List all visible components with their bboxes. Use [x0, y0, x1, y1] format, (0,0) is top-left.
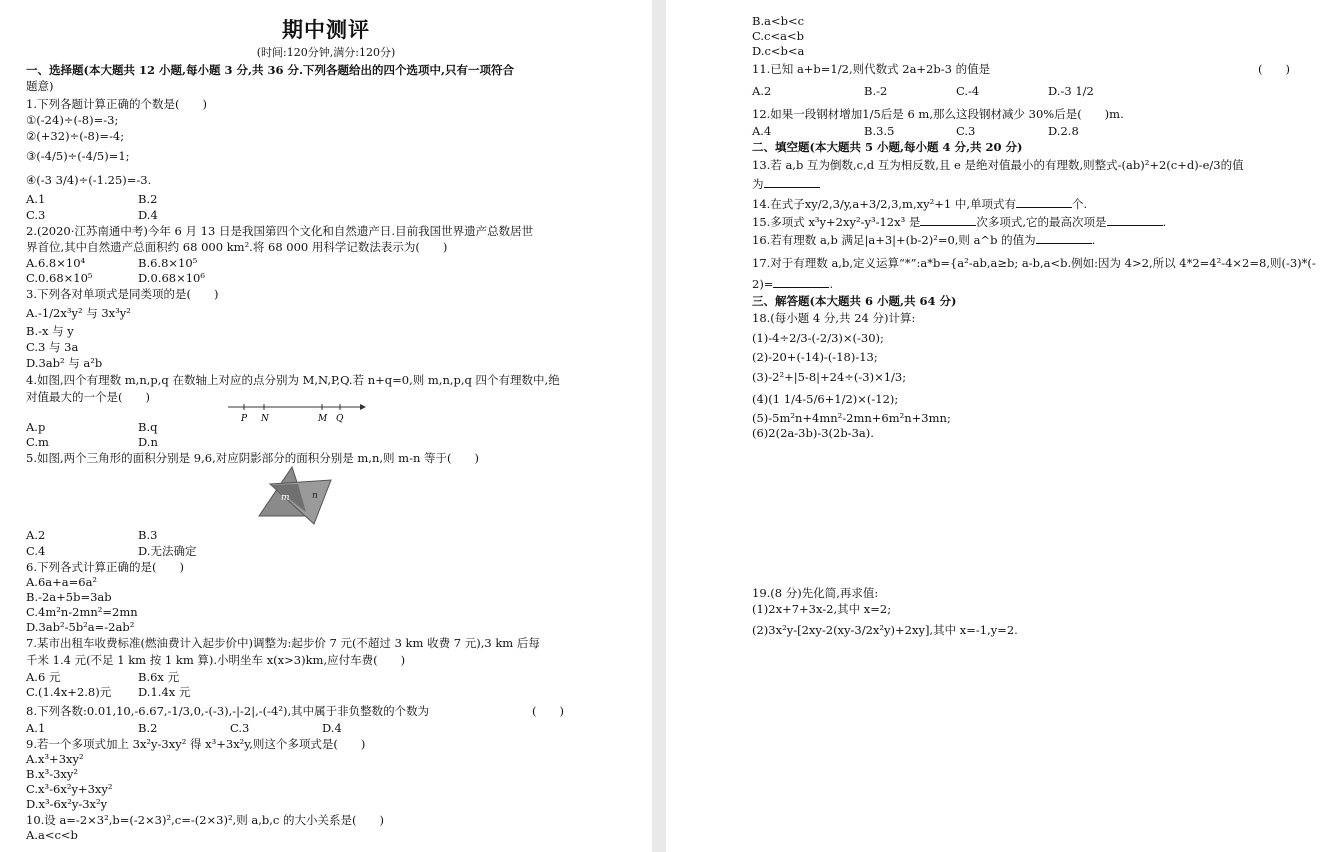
option: C.(1.4x+2.8)元 [26, 685, 112, 699]
text-line: ④(-3 3/4)÷(-1.25)=-3. [26, 173, 152, 187]
section-heading: 三、解答题(本大题共 6 小题,共 64 分) [752, 294, 957, 308]
question-text-tail: 个. [1071, 197, 1088, 211]
fill-prefix: 为 [752, 177, 764, 191]
sub-question: (2)3x²y-[2xy-2(xy-3/2x²y)+2xy],其中 x=-1,y=2. [752, 623, 1018, 637]
option: D.3ab² 与 a²b [26, 356, 103, 370]
answer-blank[interactable] [773, 278, 829, 288]
triangles-figure [256, 464, 336, 526]
sub-question: (5)-5m²n+4mn²-2mn+6m²n+3mn; [752, 411, 951, 425]
text-line: 千米 1.4 元(不足 1 km 按 1 km 算).小明坐车 x(x>3)km,应付车费( ) [26, 653, 406, 667]
option: B.-x 与 y [26, 324, 74, 338]
answer-blank[interactable] [1107, 216, 1163, 226]
option: A.x³+3xy² [26, 752, 84, 766]
text-line: 界首位,其中自然遗产总面积约 68 000 km².将 68 000 用科学记数法表示为( ) [26, 240, 448, 254]
question-stem [752, 197, 1087, 211]
sub-question: (2)-20+(-14)-(-18)-13; [752, 350, 878, 364]
question-stem: 18.(每小题 4 分,共 24 分)计算: [752, 311, 916, 325]
option: C.3 [230, 721, 250, 735]
answer-blank[interactable] [1036, 234, 1092, 244]
text-line: ②(+32)÷(-8)=-4; [26, 129, 125, 143]
option: A.4 [752, 124, 772, 138]
option: D.0.68×10⁶ [138, 271, 205, 285]
option: B.a<b<c [752, 14, 805, 28]
right-page [666, 0, 1330, 852]
option: D.1.4x 元 [138, 685, 191, 699]
option: A.6a+a=6a² [26, 575, 98, 589]
question-text-tail: . [1162, 215, 1167, 229]
option: A.1 [26, 192, 46, 206]
option: B.6.8×10⁵ [138, 256, 198, 270]
option: B.2 [138, 721, 158, 735]
text-line [752, 177, 820, 191]
question-stem: 7.某市出租车收费标准(燃油费计入起步价中)调整为:起步价 7 元(不超过 3 km 收费 7 元),3 km 后每 [26, 636, 540, 650]
area-label-n: n [312, 491, 318, 501]
question-text: 15.多项式 x³y+2xy²-y³-12x³ 是 [752, 215, 921, 229]
option: B.3.5 [864, 124, 895, 138]
option: D.n [138, 435, 158, 449]
option: B.x³-3xy² [26, 767, 78, 781]
option: A.2 [752, 84, 772, 98]
question-stem: 5.如图,两个三角形的面积分别是 9,6,对应阴影部分的面积分别是 m,n,则 m-n 等于( ) [26, 451, 479, 465]
option: B.2 [138, 192, 158, 206]
question-stem: 11.已知 a+b=1/2,则代数式 2a+2b-3 的值是 [752, 62, 991, 76]
question-stem [752, 215, 1166, 229]
answer-blank[interactable] [920, 216, 976, 226]
question-stem: 8.下列各数:0.01,10,-6.67,-1/3,0,-(-3),-|-2|,-(-4²),其中属于非负整数的个数为 [26, 704, 430, 718]
answer-bracket: ( ) [532, 704, 564, 718]
option: C.m [26, 435, 49, 449]
question-stem: 6.下列各式计算正确的是( ) [26, 560, 184, 574]
sub-question: (4)(1 1/4-5/6+1/2)×(-12); [752, 392, 899, 406]
question-text-mid: 次多项式,它的最高次项是 [976, 215, 1107, 229]
question-stem: 19.(8 分)先化简,再求值: [752, 586, 879, 600]
point-label-n: N [261, 414, 269, 424]
option: A.a<c<b [26, 828, 78, 842]
text-line: ①(-24)÷(-8)=-3; [26, 113, 119, 127]
question-stem: 3.下列各对单项式是同类项的是( ) [26, 287, 219, 301]
option: D.-3 1/2 [1048, 84, 1094, 98]
question-text: 2)= [752, 277, 774, 291]
sub-question: (1)-4÷2/3-(-2/3)×(-30); [752, 331, 884, 345]
option: C.3 [956, 124, 976, 138]
question-text: 16.若有理数 a,b 满足|a+3|+(b-2)²=0,则 a^b 的值为 [752, 233, 1036, 247]
question-stem: 4.如图,四个有理数 m,n,p,q 在数轴上对应的点分别为 M,N,P,Q.若 n+q=0,则 m,n,p,q 四个有理数中,绝 [26, 373, 560, 387]
option: C.0.68×10⁵ [26, 271, 93, 285]
question-stem: 17.对于有理数 a,b,定义运算“*”:a*b={a²-ab,a≥b; a-b,a<b.例如:因为 4>2,所以 4*2=4²-4×2=8,则(-3)*(- [752, 256, 1316, 270]
question-stem: 9.若一个多项式加上 3x²y-3xy² 得 x³+3x²y,则这个多项式是( ) [26, 737, 366, 751]
option: A.6 元 [26, 670, 61, 684]
question-stem: 2.(2020·江苏南通中考)今年 6 月 13 日是我国第四个文化和自然遗产日.目前我国世界遗产总数居世 [26, 224, 534, 238]
option: B.6x 元 [138, 670, 180, 684]
question-text: 14.在式子xy/2,3/y,a+3/2,3,m,xy²+1 中,单项式有 [752, 197, 1016, 211]
answer-blank[interactable] [1016, 198, 1072, 208]
sub-question: (1)2x+7+3x-2,其中 x=2; [752, 602, 892, 616]
number-line-figure [226, 404, 366, 426]
text-line: ③(-4/5)÷(-4/5)=1; [26, 149, 130, 163]
option: C.4 [26, 544, 46, 558]
option: C.x³-6x²y+3xy² [26, 782, 113, 796]
option: D.c<b<a [752, 44, 805, 58]
sub-question: (6)2(2a-3b)-3(2b-3a). [752, 426, 874, 440]
option: C.-4 [956, 84, 980, 98]
option: A.-1/2x³y² 与 3x³y² [26, 306, 131, 320]
question-stem [752, 233, 1095, 247]
option: C.3 与 3a [26, 340, 79, 354]
option: C.c<a<b [752, 29, 804, 43]
page-gutter [652, 0, 666, 852]
answer-blank[interactable] [764, 178, 820, 188]
option: D.无法确定 [138, 544, 197, 558]
option: C.3 [26, 208, 46, 222]
option: B.3 [138, 528, 158, 542]
paper-title: 期中测评 [282, 18, 370, 42]
question-text-tail: . [829, 277, 834, 291]
option: A.6.8×10⁴ [26, 256, 86, 270]
option: D.4 [322, 721, 342, 735]
section-heading: 二、填空题(本大题共 5 小题,每小题 4 分,共 20 分) [752, 140, 1023, 154]
text-line: 对值最大的一个是( ) [26, 390, 150, 404]
option: D.2.8 [1048, 124, 1079, 138]
option: B.q [138, 420, 158, 434]
option: A.2 [26, 528, 46, 542]
answer-bracket: ( ) [1258, 62, 1290, 76]
question-stem: 13.若 a,b 互为倒数,c,d 互为相反数,且 e 是绝对值最小的有理数,则整式-(ab)²+2(c+d)-e/3的值 [752, 158, 1244, 172]
option: A.p [26, 420, 46, 434]
sub-question: (3)-2²+|5-8|+24÷(-3)×1/3; [752, 370, 907, 384]
option: A.1 [26, 721, 46, 735]
option: D.3ab²-5b²a=-2ab² [26, 620, 135, 634]
question-stem: 10.设 a=-2×3²,b=(-2×3)²,c=-(2×3)²,则 a,b,c 的大小关系是( ) [26, 813, 384, 827]
option: B.-2a+5b=3ab [26, 590, 112, 604]
left-page [0, 0, 652, 852]
text-line: 题意) [26, 79, 54, 93]
area-label-m: m [281, 493, 290, 503]
point-label-q: Q [336, 414, 344, 424]
text-line [752, 277, 833, 291]
question-stem: 12.如果一段钢材增加1/5后是 6 m,那么这段钢材减少 30%后是( )m. [752, 107, 1124, 121]
option: D.4 [138, 208, 158, 222]
option: B.-2 [864, 84, 888, 98]
paper-subtitle: (时间:120分钟,满分:120分) [256, 46, 396, 59]
section-heading: 一、选择题(本大题共 12 小题,每小题 3 分,共 36 分.下列各题给出的四个选项中,只有一项符合 [26, 63, 514, 77]
point-label-p: P [241, 414, 248, 424]
option: D.x³-6x²y-3x²y [26, 797, 108, 811]
question-text-tail: . [1091, 233, 1096, 247]
option: C.4m²n-2mn²=2mn [26, 605, 138, 619]
point-label-m: M [318, 414, 328, 424]
question-stem: 1.下列各题计算正确的个数是( ) [26, 97, 207, 111]
